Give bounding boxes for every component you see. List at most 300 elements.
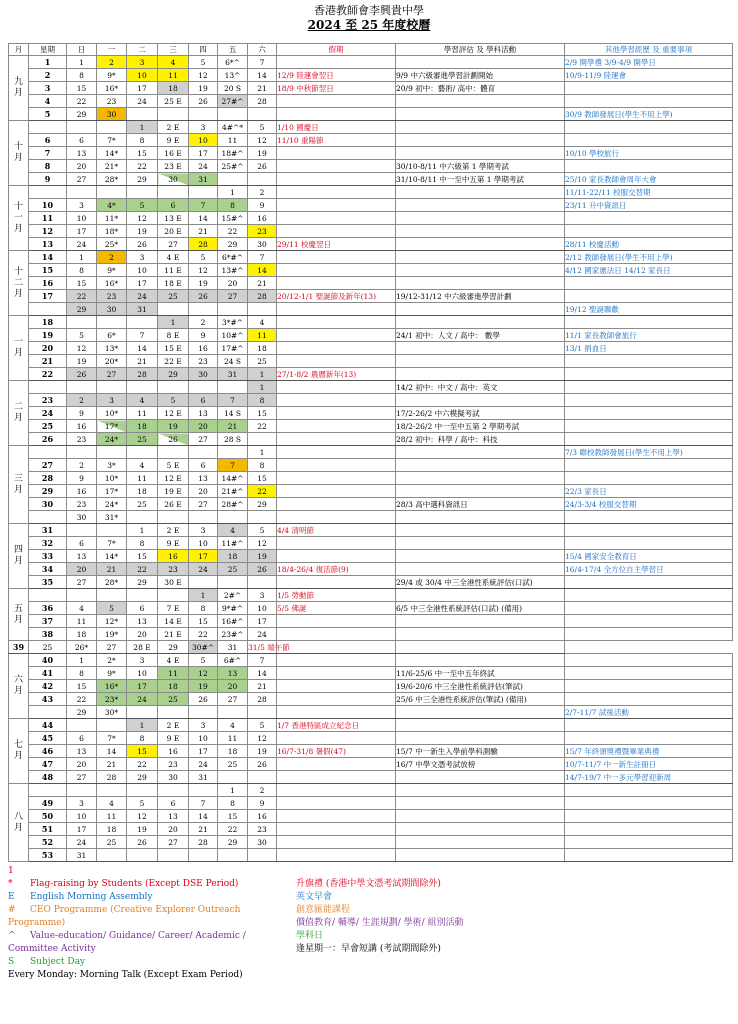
day-cell: 25 — [218, 563, 248, 576]
day-cell: 6#^ — [218, 654, 248, 667]
col-week: 星期 — [29, 44, 67, 56]
week-number: 2 — [29, 69, 67, 82]
day-cell: 1 — [158, 316, 189, 329]
day-cell: 1 — [189, 589, 218, 602]
day-cell — [67, 589, 97, 602]
other-cell — [565, 524, 733, 537]
day-cell: 28 — [189, 836, 218, 849]
holiday-cell — [277, 680, 396, 693]
day-cell: 22 — [127, 758, 158, 771]
day-cell — [189, 446, 218, 459]
other-cell — [565, 667, 733, 680]
day-cell: 15 — [127, 745, 158, 758]
legend-text: English Morning Assembly — [30, 892, 153, 902]
week-number: 50 — [29, 810, 67, 823]
day-cell: 22 — [127, 160, 158, 173]
activity-cell: 20/9 初中：藝術/ 高中：體育 — [396, 82, 565, 95]
other-cell — [565, 277, 733, 290]
day-cell: 26 E — [158, 498, 189, 511]
day-cell: 7 — [218, 394, 248, 407]
day-cell: 10 — [248, 602, 277, 615]
activity-cell: 28/2 初中：科學 / 高中：科技 — [396, 433, 565, 446]
day-cell: 28 E — [127, 641, 158, 654]
day-cell: 21 — [248, 680, 277, 693]
holiday-cell — [277, 251, 396, 264]
day-cell: 29 — [218, 238, 248, 251]
week-row — [9, 693, 733, 706]
legend-text-zh: 價值教育/ 輔導/ 生涯規劃/ 學術/ 組別活動 — [296, 918, 464, 928]
day-cell: 21 — [218, 420, 248, 433]
day-cell: 14* — [97, 550, 127, 563]
activity-cell — [396, 121, 565, 134]
day-cell: 10* — [97, 472, 127, 485]
other-cell — [565, 784, 733, 797]
day-cell: 10#^ — [218, 329, 248, 342]
school-calendar-table — [8, 43, 733, 862]
week-number: 23 — [29, 394, 67, 407]
col-tue: 二 — [127, 44, 158, 56]
day-cell: 12* — [97, 615, 127, 628]
day-cell: 29 — [67, 108, 97, 121]
day-cell: 9 — [67, 472, 97, 485]
month-label: 八 月 — [9, 784, 29, 862]
week-number: 33 — [29, 550, 67, 563]
day-cell: 30 — [158, 173, 189, 186]
activity-cell: 15/7 中一新生入學前學科測驗 — [396, 745, 565, 758]
holiday-cell — [277, 615, 396, 628]
week-number — [29, 511, 67, 524]
day-cell: 13^ — [218, 69, 248, 82]
day-cell — [97, 719, 127, 732]
activity-cell — [396, 277, 565, 290]
holiday-cell — [277, 797, 396, 810]
day-cell: 20 — [67, 563, 97, 576]
week-row — [9, 836, 733, 849]
other-cell: 11/1 家長教師會旅行 — [565, 329, 733, 342]
day-cell: 12 E — [158, 407, 189, 420]
other-cell — [565, 823, 733, 836]
month-label: 三 月 — [9, 446, 29, 524]
week-row — [9, 186, 733, 199]
day-cell: 5 — [67, 329, 97, 342]
other-cell — [565, 511, 733, 524]
legend-text: Flag-raising by Students (Except DSE Period) — [30, 879, 239, 889]
week-number: 16 — [29, 277, 67, 290]
week-row — [9, 498, 733, 511]
day-cell: 29 — [67, 303, 97, 316]
day-cell: 13 — [158, 810, 189, 823]
activity-cell — [396, 550, 565, 563]
day-cell: 28* — [97, 173, 127, 186]
day-cell: 4 E — [158, 654, 189, 667]
day-cell — [67, 121, 97, 134]
day-cell: 19 E — [158, 485, 189, 498]
day-cell: 12 — [67, 342, 97, 355]
day-cell — [158, 511, 189, 524]
holiday-cell — [277, 771, 396, 784]
week-number — [29, 303, 67, 316]
day-cell: 4 — [97, 797, 127, 810]
day-cell: 15 — [127, 550, 158, 563]
day-cell: 27 — [189, 498, 218, 511]
day-cell — [127, 108, 158, 121]
other-cell — [565, 225, 733, 238]
day-cell: 6 — [67, 537, 97, 550]
day-cell: 15 — [127, 147, 158, 160]
week-row — [9, 537, 733, 550]
day-cell — [158, 446, 189, 459]
other-cell — [565, 355, 733, 368]
day-cell: 4 — [248, 316, 277, 329]
month-label: 五 月 — [9, 589, 29, 641]
week-number: 18 — [29, 316, 67, 329]
other-cell: 11/11-22/11 校服交替期 — [565, 186, 733, 199]
other-cell — [565, 693, 733, 706]
month-label: 二 月 — [9, 381, 29, 446]
legend-text: Value-education/ Guidance/ Career/ Academic / Committee Activity — [8, 931, 246, 954]
day-cell: 3 — [189, 121, 218, 134]
day-cell: 18 — [127, 420, 158, 433]
day-cell: 24 — [189, 758, 218, 771]
day-cell: 5 — [127, 797, 158, 810]
holiday-cell: 11/10 重陽節 — [277, 134, 396, 147]
day-cell: 25 — [29, 641, 67, 654]
week-number: 25 — [29, 420, 67, 433]
day-cell: 8 — [218, 199, 248, 212]
day-cell: 9 — [67, 407, 97, 420]
legend-symbol: E — [8, 892, 15, 902]
day-cell: 25 E — [158, 95, 189, 108]
day-cell: 21 — [189, 225, 218, 238]
day-cell: 24 — [127, 95, 158, 108]
other-cell: 25/10 家長教師會周年大會 — [565, 173, 733, 186]
col-holiday: 假期 — [277, 44, 396, 56]
activity-cell — [396, 108, 565, 121]
day-cell: 22 — [67, 95, 97, 108]
week-row — [9, 706, 733, 719]
day-cell: 5 — [189, 251, 218, 264]
day-cell: 8 — [127, 537, 158, 550]
other-cell: 30/9 教師發展日(學生不用上學) — [565, 108, 733, 121]
day-cell: 18#^ — [218, 147, 248, 160]
day-cell: 18 — [248, 342, 277, 355]
day-cell: 5 — [189, 654, 218, 667]
day-cell: 4 — [67, 602, 97, 615]
day-cell: 15 — [67, 680, 97, 693]
day-cell: 4 E — [158, 251, 189, 264]
week-row — [9, 524, 733, 537]
day-cell — [218, 381, 248, 394]
day-cell — [189, 381, 218, 394]
day-cell: 8 — [67, 667, 97, 680]
holiday-cell: 1/7 香港特區成立紀念日 — [277, 719, 396, 732]
holiday-cell — [277, 810, 396, 823]
day-cell: 11 E — [158, 264, 189, 277]
holiday-cell — [277, 303, 396, 316]
day-cell — [218, 173, 248, 186]
day-cell — [189, 303, 218, 316]
month-label: 十 一 月 — [9, 186, 29, 251]
day-cell: 11* — [97, 212, 127, 225]
day-cell: 23 — [248, 823, 277, 836]
day-cell: 24 — [127, 290, 158, 303]
day-cell: 26 — [248, 160, 277, 173]
week-number — [29, 121, 67, 134]
day-cell: 27 — [158, 836, 189, 849]
day-cell: 11 — [127, 472, 158, 485]
week-number: 29 — [29, 485, 67, 498]
other-cell — [565, 381, 733, 394]
day-cell: 3 — [189, 719, 218, 732]
day-cell: 29 — [127, 173, 158, 186]
activity-cell: 24/1 初中：人文 / 高中： 數學 — [396, 329, 565, 342]
month-label: 七 月 — [9, 719, 29, 784]
holiday-cell — [277, 355, 396, 368]
week-number: 27 — [29, 459, 67, 472]
day-cell: 19 — [127, 823, 158, 836]
day-cell: 6* — [97, 329, 127, 342]
other-cell — [565, 290, 733, 303]
activity-cell: 28/3 高中選科資訊日 — [396, 498, 565, 511]
day-cell: 13 — [218, 667, 248, 680]
day-cell: 18 — [218, 550, 248, 563]
day-cell: 31 — [189, 771, 218, 784]
day-cell — [97, 381, 127, 394]
day-cell: 7* — [97, 732, 127, 745]
week-row — [9, 316, 733, 329]
week-number: 9 — [29, 173, 67, 186]
day-cell: 22 — [189, 628, 218, 641]
day-cell: 24* — [97, 433, 127, 446]
week-row — [9, 576, 733, 589]
other-cell — [565, 160, 733, 173]
day-cell: 6 — [158, 797, 189, 810]
other-cell: 24/3-3/4 校服交替期 — [565, 498, 733, 511]
day-cell: 25 — [218, 758, 248, 771]
day-cell: 28* — [97, 576, 127, 589]
day-cell: 28 — [248, 693, 277, 706]
day-cell: 30* — [97, 706, 127, 719]
week-number: 36 — [29, 602, 67, 615]
other-cell — [565, 589, 733, 602]
day-cell — [248, 511, 277, 524]
day-cell: 11 — [218, 134, 248, 147]
holiday-cell — [277, 56, 396, 69]
holiday-cell — [277, 264, 396, 277]
day-cell — [218, 511, 248, 524]
day-cell: 16* — [97, 277, 127, 290]
day-cell: 30 — [248, 836, 277, 849]
activity-cell — [396, 303, 565, 316]
activity-cell — [396, 355, 565, 368]
other-cell: 13/1 捐血日 — [565, 342, 733, 355]
activity-cell — [396, 95, 565, 108]
week-row — [9, 394, 733, 407]
day-cell: 23 — [158, 563, 189, 576]
day-cell: 19 — [127, 225, 158, 238]
day-cell: 23 — [97, 95, 127, 108]
day-cell: 23 — [158, 758, 189, 771]
week-number: 34 — [29, 563, 67, 576]
day-cell: 24 — [248, 628, 277, 641]
day-cell — [248, 706, 277, 719]
day-cell — [218, 446, 248, 459]
other-cell — [565, 433, 733, 446]
other-cell: 16/4-17/4 全方位自主學習日 — [565, 563, 733, 576]
month-label: 十 二 月 — [9, 251, 29, 316]
school-name: 香港教師會李興貴中學 — [314, 4, 424, 17]
day-cell: 16 — [158, 550, 189, 563]
day-cell — [189, 108, 218, 121]
day-cell: 18 — [158, 680, 189, 693]
day-cell: 5 — [248, 524, 277, 537]
activity-cell — [396, 615, 565, 628]
day-cell: 6 — [67, 134, 97, 147]
day-cell: 5 — [158, 394, 189, 407]
day-cell: 11 — [67, 615, 97, 628]
day-cell: 27 — [97, 641, 127, 654]
day-cell: 15 — [67, 277, 97, 290]
day-cell: 1 — [218, 784, 248, 797]
holiday-cell — [277, 693, 396, 706]
holiday-cell — [277, 316, 396, 329]
day-cell: 9 E — [158, 537, 189, 550]
day-cell: 31 — [218, 368, 248, 381]
day-cell: 10 — [127, 69, 158, 82]
day-cell: 19 — [189, 277, 218, 290]
day-cell: 1 — [248, 381, 277, 394]
holiday-cell — [277, 277, 396, 290]
day-cell: 20 — [189, 420, 218, 433]
day-cell: 17 — [189, 147, 218, 160]
month-label: 四 月 — [9, 524, 29, 589]
day-cell — [158, 108, 189, 121]
day-cell: 3 — [189, 524, 218, 537]
week-row — [9, 342, 733, 355]
day-cell: 23 — [189, 355, 218, 368]
day-cell: 29 — [127, 771, 158, 784]
col-thu: 四 — [189, 44, 218, 56]
other-cell — [565, 576, 733, 589]
day-cell: 6*^ — [218, 56, 248, 69]
activity-cell — [396, 784, 565, 797]
legend-text: Every Monday: Morning Talk (Except Exam Period) — [8, 970, 243, 980]
day-cell: 22 — [127, 563, 158, 576]
week-row — [9, 719, 733, 732]
other-cell — [565, 615, 733, 628]
week-number: 14 — [29, 251, 67, 264]
day-cell: 27#^ — [218, 95, 248, 108]
week-row — [9, 251, 733, 264]
holiday-cell — [277, 433, 396, 446]
activity-cell — [396, 264, 565, 277]
day-cell — [248, 849, 277, 862]
activity-cell: 14/2 初中：中文 / 高中：英文 — [396, 381, 565, 394]
other-cell — [565, 810, 733, 823]
day-cell: 8 — [218, 797, 248, 810]
legend-symbol: * — [8, 879, 13, 889]
day-cell: 2 E — [158, 524, 189, 537]
day-cell: 12 — [127, 212, 158, 225]
week-number: 7 — [29, 147, 67, 160]
day-cell: 28 — [127, 368, 158, 381]
day-cell: 19 — [248, 550, 277, 563]
day-cell: 9 E — [158, 134, 189, 147]
holiday-cell: 5/5 佛誕 — [277, 602, 396, 615]
legend-en-item — [8, 878, 293, 891]
legend-chinese — [296, 878, 506, 956]
legend-en-item — [8, 969, 293, 982]
day-cell: 22 — [248, 420, 277, 433]
day-cell: 8 — [248, 394, 277, 407]
day-cell: 8 E — [158, 329, 189, 342]
activity-cell: 17/2-26/2 中六模擬考試 — [396, 407, 565, 420]
week-number: 22 — [29, 368, 67, 381]
week-row — [9, 745, 733, 758]
holiday-cell — [277, 706, 396, 719]
day-cell — [189, 706, 218, 719]
day-cell: 16#^ — [218, 615, 248, 628]
day-cell: 7 — [248, 251, 277, 264]
holiday-cell — [277, 108, 396, 121]
activity-cell — [396, 628, 565, 641]
day-cell: 16 — [248, 212, 277, 225]
day-cell: 30 — [158, 771, 189, 784]
other-cell — [565, 316, 733, 329]
day-cell: 3 — [127, 654, 158, 667]
day-cell: 30#^ — [189, 641, 218, 654]
legend-text-zh: 逢星期一：早會短講 (考試期間除外) — [296, 944, 441, 954]
day-cell: 11 — [97, 810, 127, 823]
other-cell: 14/7-19/7 中一多元學習迎新周 — [565, 771, 733, 784]
week-number: 31 — [29, 524, 67, 537]
day-cell: 1 — [127, 121, 158, 134]
activity-cell — [396, 134, 565, 147]
day-cell: 13 — [67, 550, 97, 563]
week-number: 47 — [29, 758, 67, 771]
day-cell: 16* — [97, 680, 127, 693]
week-number — [29, 381, 67, 394]
legend — [8, 866, 732, 996]
day-cell: 20 — [218, 680, 248, 693]
day-cell: 17 — [127, 277, 158, 290]
legend-zh-item — [296, 878, 506, 891]
holiday-cell: 27/1-8/2 農曆新年(13) — [277, 368, 396, 381]
day-cell: 14 S — [218, 407, 248, 420]
activity-cell: 25/6 中三全港性系統評估(筆試) (備用) — [396, 693, 565, 706]
activity-cell: 30/10-8/11 中六級第 1 學期考試 — [396, 160, 565, 173]
day-cell: 15 — [218, 810, 248, 823]
day-cell: 14* — [97, 147, 127, 160]
holiday-cell — [277, 225, 396, 238]
col-wed: 三 — [158, 44, 189, 56]
day-cell: 6 — [67, 732, 97, 745]
week-number: 4 — [29, 95, 67, 108]
day-cell: 19 — [189, 680, 218, 693]
day-cell: 18 — [158, 82, 189, 95]
day-cell: 9* — [97, 667, 127, 680]
day-cell: 28 — [189, 238, 218, 251]
day-cell: 21 E — [158, 628, 189, 641]
week-number: 17 — [29, 290, 67, 303]
day-cell — [218, 706, 248, 719]
day-cell: 30 — [97, 108, 127, 121]
day-cell: 18 E — [158, 277, 189, 290]
week-row — [9, 225, 733, 238]
day-cell: 14 — [127, 342, 158, 355]
day-cell — [218, 108, 248, 121]
day-cell — [189, 784, 218, 797]
